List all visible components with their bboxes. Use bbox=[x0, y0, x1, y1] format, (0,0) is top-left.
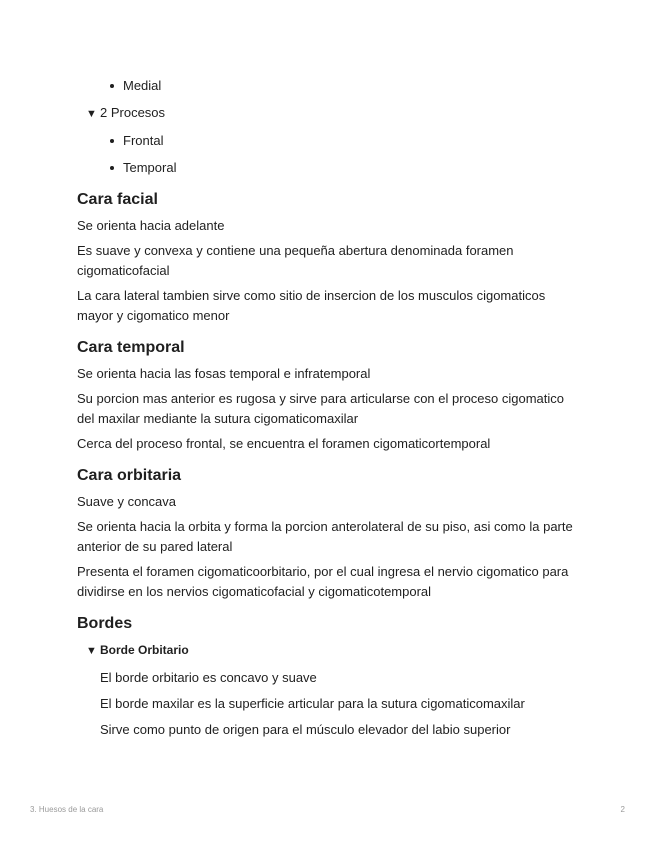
toggle-label: 2 Procesos bbox=[100, 105, 166, 120]
triangle-down-icon: ▼ bbox=[86, 108, 97, 120]
section-heading: Bordes bbox=[77, 615, 133, 632]
paragraph: La cara lateral tambien sirve como sitio de insercion de los musculos cigomaticos mayor y cigomatico menor bbox=[77, 288, 546, 323]
paragraph: Presenta el foramen cigomaticoorbitario, por el cual ingresa el nervio cigomatico para dividirse en los nervios cigomaticofacial y cigomaticotemporal bbox=[77, 564, 569, 599]
paragraph: Se orienta hacia la orbita y forma la porcion anterolateral de su piso, asi como la parte anterior de su pared lateral bbox=[77, 519, 573, 554]
paragraph: El borde maxilar es la superficie articular para la sutura cigomaticomaxilar bbox=[100, 696, 525, 711]
toggle-body bbox=[77, 668, 582, 740]
section-heading: Cara temporal bbox=[77, 339, 185, 356]
borde-orbitario-toggle[interactable] bbox=[77, 640, 582, 661]
document-content bbox=[77, 76, 582, 746]
list-item: Temporal bbox=[123, 158, 582, 178]
list-item: Frontal bbox=[123, 131, 582, 151]
paragraph: Es suave y convexa y contiene una pequeña abertura denominada foramen cigomaticofacial bbox=[77, 243, 514, 278]
procesos-toggle[interactable] bbox=[77, 103, 582, 124]
paragraph: Se orienta hacia las fosas temporal e infratemporal bbox=[77, 366, 371, 381]
procesos-list bbox=[77, 131, 582, 178]
toggle-label: Borde Orbitario bbox=[100, 643, 189, 657]
section-heading: Cara facial bbox=[77, 191, 158, 208]
page-footer bbox=[30, 800, 625, 820]
list-item: Medial bbox=[123, 76, 582, 96]
section-heading: Cara orbitaria bbox=[77, 467, 182, 484]
paragraph: Suave y concava bbox=[77, 494, 177, 509]
paragraph: El borde orbitario es concavo y suave bbox=[100, 670, 317, 685]
triangle-down-icon: ▼ bbox=[86, 645, 97, 657]
paragraph: Sirve como punto de origen para el músculo elevador del labio superior bbox=[100, 722, 511, 737]
paragraph: Su porcion mas anterior es rugosa y sirve para articularse con el proceso cigomatico del maxilar mediante la sutura cigomaticomaxilar bbox=[77, 391, 565, 426]
paragraph: Se orienta hacia adelante bbox=[77, 218, 225, 233]
paragraph: Cerca del proceso frontal, se encuentra el foramen cigomaticortemporal bbox=[77, 436, 491, 451]
page-number: 2 bbox=[620, 805, 625, 814]
bullet-list bbox=[77, 76, 582, 96]
footer-title: 3. Huesos de la cara bbox=[30, 805, 104, 814]
